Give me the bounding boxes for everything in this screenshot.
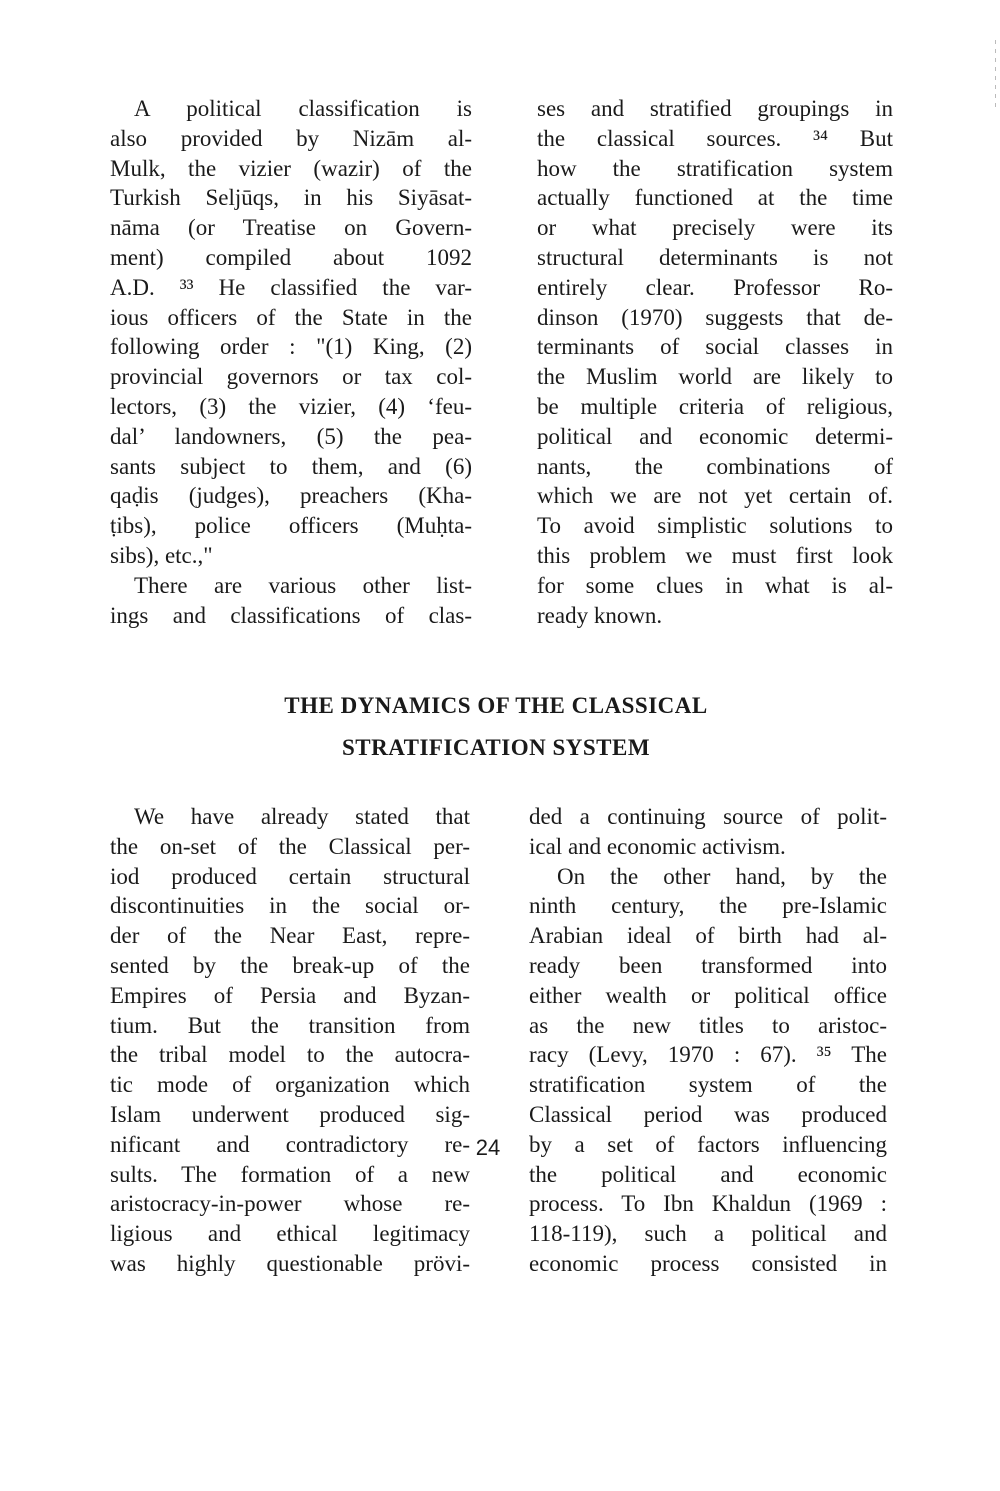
text-line: actually functioned at the time [537, 185, 893, 211]
text-line: be multiple criteria of religious, [537, 393, 893, 419]
text-line: nants, the combinations of [537, 453, 893, 479]
text-line: ical and economic activism. [529, 833, 786, 859]
text-line: entirely clear. Professor Ro- [537, 274, 893, 300]
section-heading-line-2: STRATIFICATION SYSTEM [341, 735, 651, 760]
text-line: iod produced certain structural [110, 863, 470, 889]
text-line: qaḍis (judges), preachers (Kha- [110, 483, 472, 509]
text-line: sibs), etc.," [110, 542, 213, 568]
text-line: tic mode of organization which [110, 1072, 470, 1098]
text-line: racy (Levy, 1970 : 67). ³⁵ The [529, 1042, 887, 1068]
text-line: nāma (or Treatise on Govern- [110, 215, 472, 241]
text-line: or what precisely were its [537, 215, 893, 241]
text-line: We have already stated that [134, 804, 470, 829]
bottom-right-column [529, 802, 887, 1279]
text-line: On the other hand, by the [557, 863, 887, 889]
text-line: following order : "(1) King, (2) [110, 334, 472, 360]
text-line: aristocracy-in-power whose re- [110, 1191, 470, 1217]
text-line: Classical period was produced [529, 1101, 887, 1127]
text-line: was highly questionable prövi- [110, 1250, 470, 1276]
text-line: the on-set of the Classical per- [110, 833, 470, 859]
text-line: lectors, (3) the vizier, (4) ‘feu- [110, 393, 472, 419]
top-left-column [110, 94, 472, 630]
text-line: this problem we must first look [537, 542, 893, 568]
text-line: ses and stratified groupings in [537, 96, 893, 121]
text-line: economic process consisted in [529, 1250, 887, 1276]
text-line: ligious and ethical legitimacy [110, 1221, 470, 1247]
text-line: sented by the break-up of the [110, 952, 470, 978]
text-line: ings and classifications of clas- [110, 602, 472, 628]
text-line: provincial governors or tax col- [110, 364, 472, 390]
page-number: 24 [475, 1135, 501, 1160]
top-right-column [537, 94, 893, 630]
text-line: the tribal model to the autocra- [110, 1042, 470, 1068]
text-line: Mulk, the vizier (wazir) of the [110, 155, 472, 181]
text-line: which we are not yet certain of. [537, 483, 893, 509]
text-line: A.D. ³³ He classified the var- [110, 274, 472, 300]
scan-edge-mark [995, 40, 996, 110]
text-line: process. To Ibn Khaldun (1969 : [529, 1191, 887, 1217]
text-line: by a set of factors influencing [529, 1131, 887, 1157]
text-line: the classical sources. ³⁴ But [537, 125, 893, 151]
text-line: as the new titles to aristoc- [529, 1012, 887, 1038]
text-line: also provided by Nizām al- [110, 125, 472, 151]
text-line: Arabian ideal of birth had al- [529, 923, 887, 949]
text-line: There are various other list- [134, 572, 472, 598]
text-line: Turkish Seljūqs, in his Siyāsat- [110, 185, 472, 211]
text-line: ready known. [537, 602, 663, 628]
text-line: ready been transformed into [529, 952, 887, 978]
text-line: discontinuities in the social or- [110, 893, 470, 919]
text-line: tium. But the transition from [110, 1012, 470, 1038]
text-line: ninth century, the pre-Islamic [529, 893, 887, 919]
text-line: political and economic determi- [537, 423, 893, 449]
text-line: Empires of Persia and Byzan- [110, 982, 470, 1008]
text-line: der of the Near East, repre- [110, 923, 470, 949]
text-line: nificant and contradictory re- [110, 1131, 470, 1157]
text-line: for some clues in what is al- [537, 572, 893, 598]
text-line: ṭibs), police officers (Muḥta- [110, 513, 472, 539]
text-line: dal’ landowners, (5) the pea- [110, 423, 472, 449]
text-line: either wealth or political office [529, 982, 887, 1008]
text-line: A political classification is [134, 96, 472, 121]
section-heading-line-1: THE DYNAMICS OF THE CLASSICAL [284, 693, 708, 718]
text-line: the political and economic [529, 1161, 887, 1187]
text-line: the Muslim world are likely to [537, 364, 893, 390]
bottom-left-column [110, 802, 470, 1279]
text-line: terminants of social classes in [537, 334, 893, 360]
text-line: ded a continuing source of polit- [529, 804, 887, 829]
text-line: sants subject to them, and (6) [110, 453, 472, 479]
text-line: To avoid simplistic solutions to [537, 513, 893, 539]
text-line: ment) compiled about 1092 [110, 244, 472, 270]
text-line: Islam underwent produced sig- [110, 1101, 470, 1127]
text-line: stratification system of the [529, 1072, 887, 1098]
text-line: dinson (1970) suggests that de- [537, 304, 893, 330]
text-line: structural determinants is not [537, 244, 893, 270]
text-line: how the stratification system [537, 155, 893, 181]
text-line: ious officers of the State in the [110, 304, 472, 330]
text-line: sults. The formation of a new [110, 1161, 470, 1187]
text-line: 118-119), such a political and [529, 1221, 887, 1247]
